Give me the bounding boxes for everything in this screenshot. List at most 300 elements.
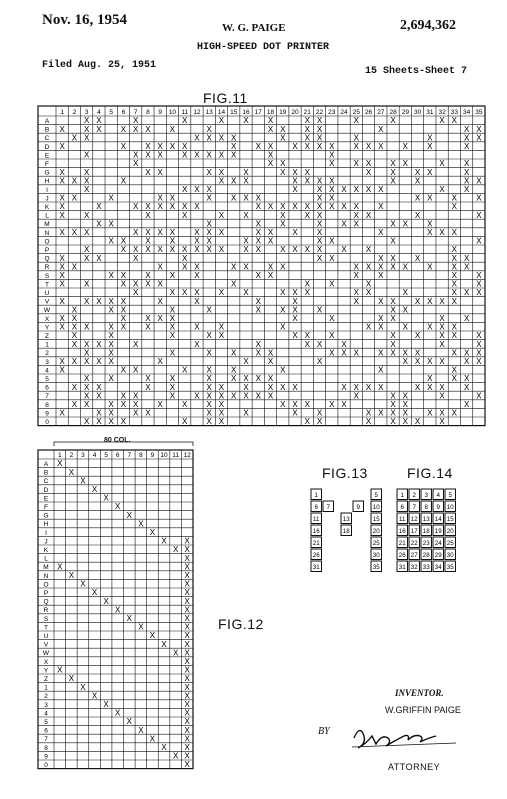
fig11-mark: X	[304, 288, 310, 298]
fig11-mark: X	[329, 331, 335, 341]
fig11-mark: X	[157, 357, 163, 366]
fig12-col-header: 10	[160, 452, 168, 459]
fig11-mark: X	[243, 210, 249, 220]
fig11-mark: X	[316, 210, 323, 220]
fig12-row-label: G	[43, 512, 49, 520]
fig11-row-label: J	[45, 195, 49, 203]
fig12-mark: X	[184, 631, 190, 641]
fig11-mark: X	[255, 202, 261, 212]
fig11-col-header: 22	[315, 109, 324, 116]
fig11-mark: X	[243, 391, 249, 401]
fig11-mark: X	[353, 288, 359, 298]
fig12-grid	[38, 442, 193, 769]
fig11-mark: X	[316, 202, 323, 212]
fig12-mark: X	[91, 588, 98, 598]
fig11-mark: X	[206, 382, 212, 392]
fig11-col-header: 15	[230, 109, 238, 116]
fig11-col-header: 9	[158, 109, 162, 116]
fig11-mark: X	[132, 391, 139, 401]
fig11-row-label: 4	[45, 367, 49, 375]
fig11-mark: X	[145, 314, 151, 323]
fig12-mark: X	[115, 605, 121, 615]
fig11-mark: X	[255, 374, 261, 384]
fig14-cell-label: 5	[448, 492, 452, 499]
fig11-mark: X	[83, 357, 90, 366]
fig11-col-header: 33	[450, 109, 458, 116]
fig14-cell-label: 12	[410, 516, 418, 523]
fig12-mark: X	[184, 588, 190, 598]
fig11-mark: X	[267, 202, 274, 212]
fig11-col-header: 27	[377, 109, 385, 116]
fig11-mark: X	[218, 322, 225, 332]
fig11-mark: X	[108, 236, 114, 246]
fig11-mark: X	[59, 357, 65, 366]
fig11-mark: X	[231, 133, 237, 143]
fig11-mark: X	[292, 176, 298, 186]
fig12-row-label: F	[44, 504, 48, 511]
fig11-mark: X	[280, 322, 286, 332]
fig11-mark: X	[71, 228, 78, 237]
fig11-mark: X	[194, 288, 200, 298]
fig12-mark: X	[91, 691, 98, 701]
fig11-mark: X	[414, 348, 421, 358]
fig11-mark: X	[365, 210, 372, 220]
fig11-mark: X	[96, 339, 102, 349]
fig11-mark: X	[243, 245, 249, 255]
fig11-mark: X	[292, 202, 298, 212]
fig11-mark: X	[390, 167, 396, 177]
fig12-mark: X	[149, 528, 156, 537]
fig11-mark: X	[476, 279, 482, 289]
fig11-mark: X	[108, 219, 114, 229]
fig11-mark: X	[120, 391, 127, 401]
fig11-mark: X	[182, 142, 188, 151]
fig11-mark: X	[194, 202, 200, 212]
fig11-mark: X	[427, 408, 433, 418]
inventor-name-header: W. G. PAIGE	[222, 22, 286, 34]
fig11-mark: X	[194, 236, 200, 246]
fig12-mark: X	[184, 639, 190, 649]
fig11-mark: X	[145, 374, 151, 384]
fig11-mark: X	[243, 116, 249, 126]
fig11-row-label: M	[44, 221, 50, 229]
fig11-mark: X	[292, 228, 298, 237]
fig11-mark: X	[280, 210, 286, 220]
fig11-mark: X	[304, 339, 310, 349]
fig11-mark: X	[390, 408, 396, 418]
fig11-mark: X	[267, 236, 274, 246]
fig11-mark: X	[169, 305, 176, 315]
fig12-row-label: 3	[44, 701, 48, 709]
fig12-mark: X	[103, 493, 109, 503]
fig11-mark: X	[206, 150, 212, 160]
fig11-mark: X	[402, 262, 409, 272]
fig12-row-label: O	[43, 581, 49, 589]
fig11-row-label: W	[43, 307, 51, 315]
fig11-grid	[38, 106, 485, 426]
fig11-row-label: 8	[45, 401, 49, 409]
fig11-mark: X	[463, 167, 470, 177]
fig11-mark: X	[108, 408, 114, 418]
fig11-mark: X	[427, 262, 433, 272]
fig12-row-label: H	[43, 521, 49, 529]
fig12-mark: X	[172, 545, 179, 555]
fig11-mark: X	[132, 279, 139, 289]
fig11-mark: X	[365, 288, 372, 298]
fig11-mark: X	[59, 253, 65, 263]
fig13-cell-label: 25	[372, 540, 380, 547]
fig11-mark: X	[353, 116, 359, 126]
fig13-cell-label: 20	[372, 528, 380, 535]
fig11-mark: X	[390, 296, 396, 306]
fig11-mark: X	[96, 124, 102, 134]
fig11-mark: X	[83, 176, 90, 186]
fig11-mark: X	[292, 305, 298, 315]
fig11-mark: X	[120, 245, 127, 255]
fig11-col-header: 3	[84, 109, 89, 116]
fig12-mark: X	[184, 545, 190, 555]
fig11-mark: X	[108, 417, 114, 427]
fig11-mark: X	[145, 236, 151, 246]
fig11-mark: X	[267, 271, 274, 280]
fig11-mark: X	[218, 116, 225, 126]
fig11-mark: X	[169, 228, 176, 237]
fig11-mark: X	[169, 193, 176, 203]
fig11-col-header: 17	[254, 109, 262, 116]
fig11-mark: X	[194, 271, 200, 280]
fig11-mark: X	[182, 253, 188, 263]
fig11-mark: X	[96, 391, 102, 401]
fig11-mark: X	[329, 236, 335, 246]
fig11-mark: X	[71, 339, 78, 349]
fig11-mark: X	[157, 193, 163, 203]
fig11-col-header: 11	[181, 109, 189, 116]
fig11-mark: X	[316, 357, 323, 366]
fig14-cell-label: 32	[410, 564, 418, 571]
fig11-mark: X	[451, 288, 458, 298]
fig11-col-header: 31	[426, 109, 434, 116]
fig11-mark: X	[292, 382, 298, 392]
fig11-mark: X	[451, 271, 458, 280]
fig11-mark: X	[390, 331, 396, 341]
by-label: BY	[318, 726, 330, 737]
fig11-mark: X	[378, 408, 384, 418]
fig11-mark: X	[414, 357, 421, 366]
fig11-mark: X	[206, 305, 212, 315]
fig11-row-label: Z	[45, 333, 49, 340]
fig12-col-header: 7	[127, 452, 132, 459]
fig11-row-label: V	[44, 298, 50, 306]
fig12-mark: X	[184, 665, 190, 675]
fig11-mark: X	[71, 314, 78, 323]
fig11-mark: X	[378, 296, 384, 306]
fig12-mark: X	[184, 579, 190, 589]
fig12-row-label: E	[43, 495, 49, 503]
fig11-mark: X	[83, 374, 90, 384]
fig14-cell-label: 4	[436, 492, 440, 499]
fig11-mark: X	[182, 417, 188, 427]
fig12-row-label: N	[43, 572, 49, 580]
fig12-row-label: U	[43, 633, 49, 640]
fig11-mark: X	[439, 339, 445, 349]
fig12-mark: X	[138, 725, 144, 735]
fig12-mark: X	[184, 614, 190, 623]
fig11-mark: X	[280, 382, 286, 392]
fig11-mark: X	[231, 262, 237, 272]
fig11-col-header: 16	[242, 109, 250, 116]
fig11-row-label: D	[44, 143, 50, 151]
fig11-mark: X	[169, 202, 176, 212]
fig11-col-header: 8	[146, 109, 150, 116]
fig11-mark: X	[414, 296, 421, 306]
fig11-mark: X	[71, 322, 78, 332]
fig11-mark: X	[304, 116, 310, 126]
fig11-mark: X	[157, 400, 163, 409]
fig12-mark: X	[184, 734, 190, 744]
fig11-mark: X	[169, 374, 176, 384]
fig11-mark: X	[231, 150, 237, 160]
fig11-mark: X	[243, 236, 249, 246]
fig12-row-label: B	[43, 469, 49, 477]
fig11-mark: X	[96, 357, 102, 366]
fig11-mark: X	[145, 382, 151, 392]
fig13-cell-label: 5	[374, 492, 378, 499]
fig11-mark: X	[157, 262, 163, 272]
fig12-mark: X	[184, 553, 190, 563]
fig11-mark: X	[341, 202, 347, 212]
patent-number: 2,694,362	[400, 18, 456, 33]
fig11-row-label: O	[44, 238, 50, 246]
fig11-mark: X	[206, 391, 212, 401]
fig12-row-label: R	[43, 607, 49, 615]
fig11-mark: X	[157, 142, 163, 151]
fig11-mark: X	[243, 167, 249, 177]
fig11-mark: X	[59, 124, 65, 134]
fig11-mark: X	[120, 296, 127, 306]
fig11-mark: X	[353, 133, 359, 143]
fig11-mark: X	[280, 262, 286, 272]
fig11-mark: X	[83, 133, 90, 143]
fig11-mark: X	[96, 253, 102, 263]
fig12-mark: X	[184, 571, 190, 580]
fig11-mark: X	[231, 348, 237, 358]
fig14-cell-label: 16	[398, 528, 406, 535]
fig11-mark: X	[255, 305, 261, 315]
fig11-mark: X	[427, 142, 433, 151]
fig11-mark: X	[451, 253, 458, 263]
fig11-mark: X	[316, 142, 323, 151]
fig11-mark: X	[316, 236, 323, 246]
fig11-row-label: A	[44, 118, 50, 125]
fig12-mark: X	[126, 614, 132, 623]
fig11-mark: X	[194, 185, 200, 194]
fig12-row-label: 0	[44, 762, 48, 769]
fig11-mark: X	[316, 133, 323, 143]
fig11-mark: X	[243, 193, 249, 203]
fig12-row-label: Y	[43, 667, 49, 675]
fig11-mark: X	[414, 331, 421, 341]
fig11-mark: X	[96, 417, 102, 427]
fig11-mark: X	[267, 357, 274, 366]
fig11-mark: X	[316, 339, 323, 349]
fig11-mark: X	[71, 133, 78, 143]
fig11-mark: X	[365, 142, 372, 151]
fig12-row-label: P	[43, 590, 49, 597]
fig11-mark: X	[476, 271, 482, 280]
fig11-mark: X	[390, 253, 396, 263]
fig12-mark: X	[80, 579, 86, 589]
fig11-mark: X	[145, 408, 151, 418]
fig11-mark: X	[132, 339, 139, 349]
fig11-mark: X	[427, 167, 433, 177]
fig12-row-label: 7	[44, 736, 48, 744]
fig11-mark: X	[439, 357, 445, 366]
fig11-mark: X	[463, 185, 470, 194]
fig11-mark: X	[390, 236, 396, 246]
fig11-mark: X	[169, 314, 176, 323]
fig11-mark: X	[329, 159, 335, 169]
fig11-mark: X	[108, 271, 114, 280]
fig11-mark: X	[243, 357, 249, 366]
fig11-mark: X	[439, 185, 445, 194]
fig11-mark: X	[145, 202, 151, 212]
fig11-mark: X	[182, 245, 188, 255]
fig11-col-header: 18	[266, 109, 275, 116]
fig11-mark: X	[329, 193, 335, 203]
fig13-cell-label: 1	[314, 492, 318, 499]
fig11-mark: X	[329, 202, 335, 212]
fig11-mark: X	[132, 150, 139, 160]
fig11-mark: X	[83, 150, 90, 160]
fig12-row-label: L	[44, 555, 48, 563]
fig11-col-header: 10	[168, 109, 177, 116]
fig11-mark: X	[59, 271, 65, 280]
fig11-mark: X	[83, 228, 90, 237]
fig11-mark: X	[402, 142, 409, 151]
fig13-cell-label: 30	[372, 552, 380, 559]
fig11-mark: X	[83, 322, 90, 332]
fig11-mark: X	[218, 382, 225, 392]
fig12-mark: X	[161, 743, 167, 752]
fig11-col-header: 2	[72, 109, 77, 116]
fig11-mark: X	[145, 124, 151, 134]
fig11-mark: X	[120, 271, 127, 280]
fig12-mark: X	[57, 665, 63, 675]
fig11-mark: X	[292, 408, 298, 418]
fig11-mark: X	[267, 348, 274, 358]
fig11-mark: X	[353, 296, 359, 306]
fig11-col-header: 30	[413, 109, 422, 116]
fig11-mark: X	[378, 253, 384, 263]
fig11-row-label: 3	[45, 358, 49, 366]
fig11-mark: X	[316, 124, 323, 134]
fig11-mark: X	[218, 391, 225, 401]
fig11-mark: X	[451, 228, 458, 237]
fig11-mark: X	[194, 339, 200, 349]
fig11-mark: X	[463, 357, 470, 366]
fig12-col-header: 4	[92, 452, 97, 459]
fig11-mark: X	[353, 202, 359, 212]
fig11-mark: X	[280, 365, 286, 375]
fig11-col-header: 12	[193, 109, 201, 116]
fig11-mark: X	[145, 167, 151, 177]
inventor-label: INVENTOR.	[395, 688, 444, 698]
fig11-mark: X	[427, 296, 433, 306]
fig11-mark: X	[169, 142, 176, 151]
fig11-label: FIG.11	[203, 90, 248, 106]
fig14-cell-label: 35	[446, 564, 454, 571]
fig11-mark: X	[206, 408, 212, 418]
fig11-mark: X	[132, 288, 139, 298]
fig14-cell-label: 15	[446, 516, 454, 523]
fig11-mark: X	[439, 408, 445, 418]
fig11-mark: X	[414, 210, 421, 220]
fig11-row-label: I	[46, 186, 48, 194]
fig11-mark: X	[108, 374, 114, 384]
fig14-cell-label: 9	[436, 504, 440, 511]
fig11-mark: X	[451, 202, 458, 212]
fig11-mark: X	[427, 382, 433, 392]
fig11-mark: X	[414, 167, 421, 177]
fig11-mark: X	[463, 348, 470, 358]
fig11-mark: X	[255, 236, 261, 246]
fig12-row-label: T	[44, 624, 48, 632]
fig11-mark: X	[414, 253, 421, 263]
fig11-mark: X	[120, 124, 127, 134]
fig11-mark: X	[120, 176, 127, 186]
fig12-mark: X	[138, 519, 144, 529]
fig11-mark: X	[390, 391, 396, 401]
fig11-row-label: B	[44, 126, 50, 134]
fig11-mark: X	[267, 124, 274, 134]
fig11-mark: X	[96, 408, 102, 418]
fig11-mark: X	[280, 167, 286, 177]
fig11-col-header: 19	[279, 109, 287, 116]
fig11-mark: X	[353, 185, 359, 194]
fig11-mark: X	[83, 185, 90, 194]
fig11-mark: X	[316, 228, 323, 237]
fig11-mark: X	[463, 374, 470, 384]
fig11-mark: X	[390, 305, 396, 315]
fig11-mark: X	[451, 322, 458, 332]
fig11-mark: X	[476, 357, 482, 366]
fig11-mark: X	[108, 296, 114, 306]
fig11-mark: X	[71, 357, 78, 366]
fig11-mark: X	[120, 142, 127, 151]
fig11-mark: X	[120, 400, 127, 409]
fig11-mark: X	[439, 331, 445, 341]
fig11-mark: X	[402, 159, 409, 169]
fig11-mark: X	[390, 339, 396, 349]
fig11-mark: X	[476, 348, 482, 358]
fig11-mark: X	[218, 167, 225, 177]
fig11-mark: X	[316, 253, 323, 263]
fig11-mark: X	[108, 339, 114, 349]
fig11-mark: X	[59, 408, 65, 418]
fig12-row-label: W	[42, 650, 50, 658]
fig11-mark: X	[243, 288, 249, 298]
fig11-mark: X	[439, 159, 445, 169]
fig13-cell-label: 7	[326, 504, 330, 511]
fig11-mark: X	[120, 322, 127, 332]
fig14-cell-label: 34	[434, 564, 442, 571]
fig12-mark: X	[68, 674, 75, 684]
fig11-mark: X	[255, 339, 261, 349]
fig11-mark: X	[108, 400, 114, 409]
fig11-mark: X	[206, 193, 212, 203]
fig14-label: FIG.14	[407, 465, 453, 481]
fig11-mark: X	[341, 382, 347, 392]
